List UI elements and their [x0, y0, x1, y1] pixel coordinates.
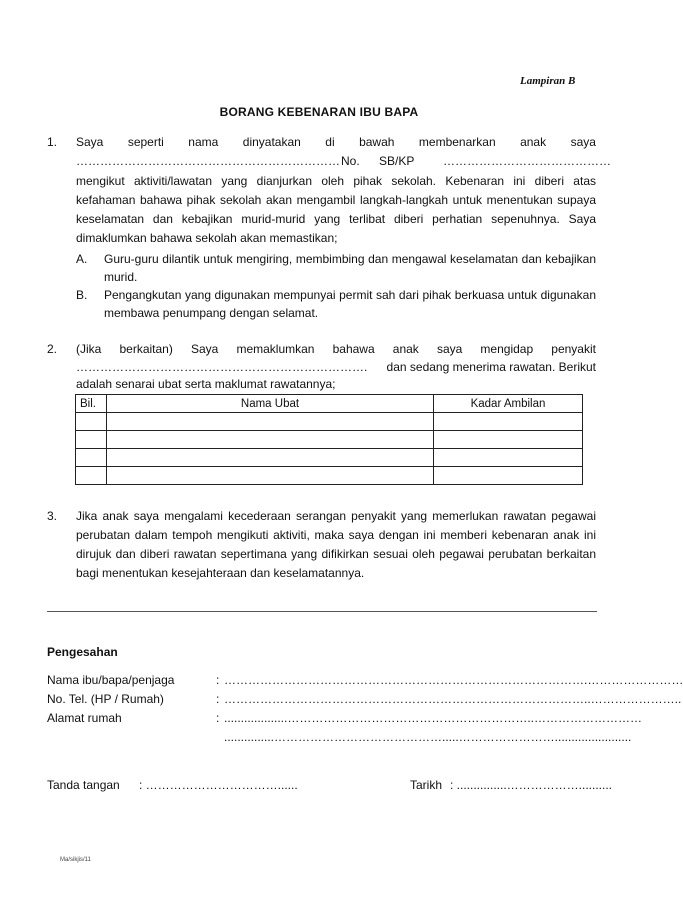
list-item-b	[76, 286, 596, 322]
tandatangan-label: Tanda tangan	[47, 778, 120, 792]
item-label: A.	[76, 252, 88, 266]
treatment-text: dan sedang menerima rawatan. Berikut	[386, 360, 596, 374]
word: nama	[188, 135, 219, 149]
section-3-paragraph: Jika anak saya mengalami kecederaan serangan penyakit yang memerlukan rawatan pegawai perubatan dalam tempoh mengikuti aktiviti, maka saya dengan ini memberi kebenaran anak ini dirujuk dan diberi rawatan sepertimana yang difikirkan sesuai oleh pegawai perubatan berkaitan bagi menentukan kesejahteraan dan keselamatannya.	[76, 509, 596, 580]
word: penyakit	[551, 342, 596, 356]
item-label: B.	[76, 288, 88, 302]
word: bahawa	[332, 342, 375, 356]
table-cell[interactable]	[107, 467, 434, 485]
item-text: Pengangkutan yang digunakan mempunyai permit sah dari pihak berkuasa untuk digunakan membawa penumpang dengan selamat.	[104, 288, 596, 320]
address-field[interactable]: ...................……………………………………………………..………………………	[224, 711, 643, 725]
section-1-line-1	[76, 135, 596, 149]
word: di	[325, 135, 335, 149]
word: bawah	[359, 135, 395, 149]
word: (Jika	[76, 342, 102, 356]
section-3-number: 3.	[47, 509, 58, 523]
table-cell[interactable]	[76, 449, 107, 467]
table-cell[interactable]	[76, 467, 107, 485]
col-header-nama-ubat: Nama Ubat	[107, 395, 434, 413]
word: Saya	[190, 342, 219, 356]
pengesahan-heading: Pengesahan	[47, 645, 118, 659]
word: saya	[436, 342, 463, 356]
table-cell[interactable]	[434, 449, 583, 467]
date-field[interactable]: : ...............………………..........	[450, 778, 613, 792]
table-cell[interactable]	[76, 431, 107, 449]
table-cell[interactable]	[107, 413, 434, 431]
table-row	[76, 449, 583, 467]
col-header-bil: Bil.	[76, 395, 107, 413]
table-cell[interactable]	[434, 467, 583, 485]
footer-code: Ma/sikjis/11	[60, 857, 91, 863]
table-cell[interactable]	[107, 449, 434, 467]
word: berkaitan)	[119, 342, 173, 356]
child-name-blank[interactable]: …………………………………………………………	[76, 154, 340, 168]
divider	[47, 611, 597, 612]
table-cell[interactable]	[76, 413, 107, 431]
colon: :	[216, 673, 220, 687]
word: Saya	[76, 135, 104, 149]
section-2-number: 2.	[47, 342, 58, 356]
parent-name-label: Nama ibu/bapa/penjaga	[47, 673, 175, 687]
word: anak	[392, 342, 419, 356]
colon: :	[216, 711, 220, 725]
table-cell[interactable]	[434, 413, 583, 431]
tarikh-label: Tarikh	[410, 778, 443, 792]
table-row	[76, 413, 583, 431]
sbkp-label: SB/KP	[379, 154, 415, 168]
lampiran-label: Lampiran B	[520, 75, 576, 87]
word: saya	[570, 135, 596, 149]
sbkp-number-blank[interactable]: ……………………………………	[443, 154, 611, 168]
parent-name-field[interactable]: ……………………………………………………………………………….……………………	[224, 673, 683, 687]
section-1-number: 1.	[47, 135, 58, 149]
illness-blank[interactable]: ……………………………………………………………….	[76, 360, 368, 374]
phone-field[interactable]: ………………………………………………………………………………..…………………..	[224, 692, 682, 706]
word: anak	[520, 135, 547, 149]
address-label: Alamat rumah	[47, 711, 122, 725]
medication-table	[75, 394, 583, 485]
table-cell[interactable]	[434, 431, 583, 449]
form-title: BORANG KEBENARAN IBU BAPA	[219, 105, 419, 119]
section-2-line-1	[76, 342, 596, 356]
phone-label: No. Tel. (HP / Rumah)	[47, 692, 164, 706]
section-2-line-3: adalah senarai ubat serta maklumat rawatannya;	[76, 377, 336, 391]
word: membenarkan	[418, 135, 496, 149]
col-header-kadar-ambilan: Kadar Ambilan	[434, 395, 583, 413]
word: seperti	[127, 135, 164, 149]
word: dinyatakan	[242, 135, 301, 149]
table-row	[76, 431, 583, 449]
signature-field[interactable]: : ……………………………......	[139, 778, 298, 792]
colon: :	[216, 692, 220, 706]
item-text: Guru-guru dilantik untuk mengiring, membimbing dan mengawal keselamatan dan kebajikan murid.	[104, 252, 596, 284]
word: memaklumkan	[236, 342, 315, 356]
list-item-a	[76, 250, 596, 286]
no-label: No.	[341, 154, 360, 168]
section-1-paragraph: mengikut aktiviti/lawatan yang dianjurkan oleh pihak sekolah. Kebenaran ini diberi atas kefahaman bahawa pihak sekolah akan mengambil langkah-langkah untuk menentukan supaya keselamatan dan kebajikan murid-murid yang terlibat diberi perhatian sepenuhnya. Saya dimaklumkan bahawa sekolah akan memastikan;	[76, 174, 596, 245]
table-cell[interactable]	[107, 431, 434, 449]
table-row	[76, 467, 583, 485]
word: mengidap	[480, 342, 534, 356]
address-field-line-2[interactable]: ...............…………………………………….....…………………….......................	[224, 730, 632, 744]
